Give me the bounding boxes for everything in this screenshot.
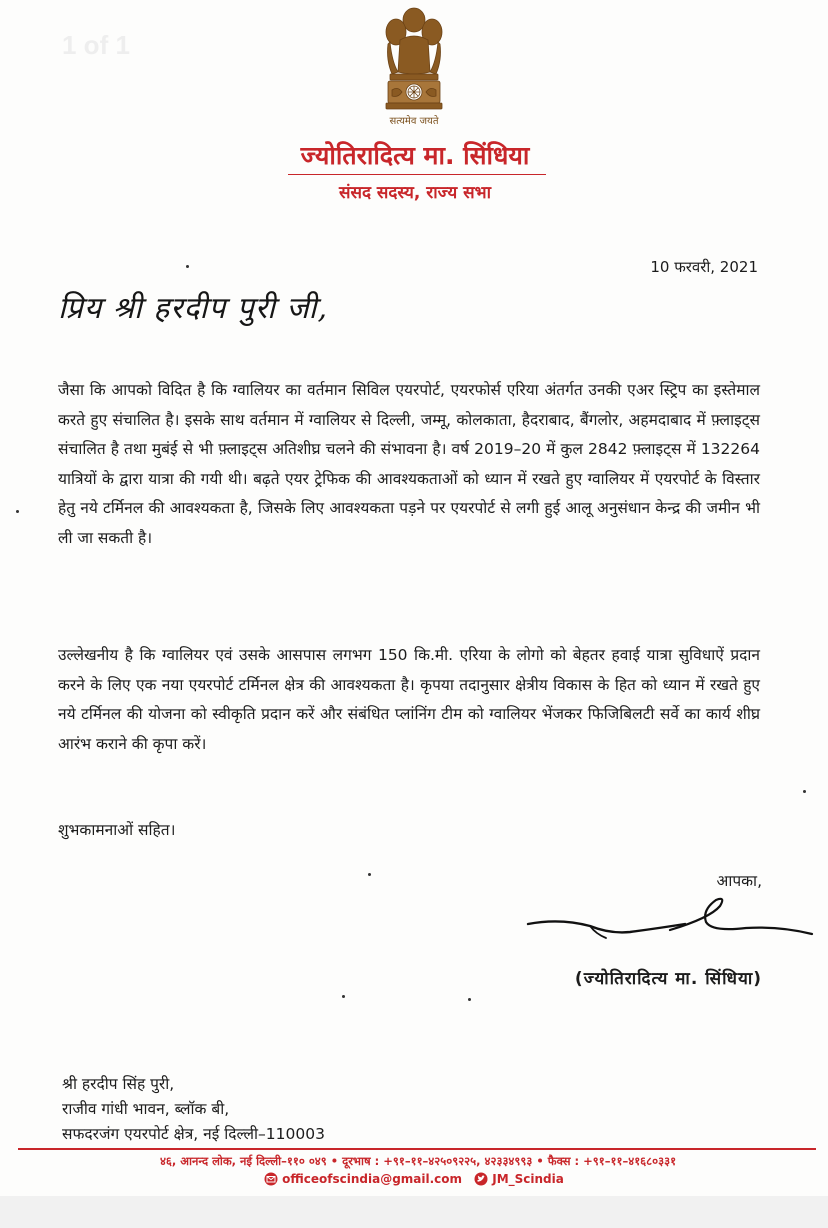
paper-speck <box>342 995 345 998</box>
paper-speck <box>468 998 471 1001</box>
closing: आपका, <box>716 872 762 890</box>
recipient-line-2: राजीव गांधी भावन, ब्लॉक बी, <box>62 1100 230 1118</box>
emblem-motto: सत्यमेव जयते <box>389 116 439 127</box>
footer-divider <box>18 1148 816 1150</box>
footer-twitter <box>474 1172 564 1186</box>
email-icon <box>264 1172 278 1186</box>
recipient-line-1: श्री हरदीप सिंह पुरी, <box>62 1075 175 1093</box>
signatory-name: (ज्योतिरादित्य मा. सिंधिया) <box>574 969 762 989</box>
letter-date: 10 फरवरी, 2021 <box>650 258 758 276</box>
body-paragraph-1: जैसा कि आपको विदित है कि ग्वालियर का वर्तमान सिविल एयरपोर्ट, एयरफोर्स एरिया अंतर्गत उनकी एअर स्ट्रिप का इस्तेमाल करते हुए संचालित है। इसके साथ वर्तमान में ग्वालियर से दिल्ली, जम्मू, कोलकाता, हैदराबाद, बैंगलोर, अहमदाबाद में फ़्लाइट्स संचालित है तथा मुबंई से भी फ़्लाइट्स अतिशीघ्र चलने की संभावना है। वर्ष 2019–20 में कुल 2842 फ़्लाइट्स में 132264 यात्रियों के द्वारा यात्रा की गयी थी। बढ़ते एयर ट्रेफिक की आवश्यकताओं को ध्यान में रखते हुए ग्वालियर में एयरपोर्ट के विस्तार हेतु नये टर्मिनल की आवश्यकता है, जिसके लिए आवश्यकता पड़ने पर एयरपोर्ट से लगी हुई आलू अनुसंधान केन्द्र की जमीन भी ली जा सकती है। <box>58 381 760 547</box>
recipient-line-3: सफदरजंग एयरपोर्ट क्षेत्र, नई दिल्ली–110003 <box>62 1125 325 1143</box>
paper-speck <box>186 265 189 268</box>
footer-email-address: officeofscindia@gmail.com <box>282 1172 463 1186</box>
paper-speck <box>16 510 19 513</box>
paper-speck <box>803 790 806 793</box>
viewer-bottom-band <box>0 1196 828 1228</box>
footer-contacts <box>0 1172 828 1189</box>
letterhead-name: ज्योतिरादित्य मा. सिंधिया <box>300 141 530 170</box>
footer-address: ४६, आनन्द लोक, नई दिल्ली–११० ०४९ • दूरभाष : +९१–११–४२५०९२२५, ४२३३४९९३ • फैक्स : +९१–११–४१६८०३३१ <box>159 1154 677 1168</box>
handwritten-salutation: प्रिय श्री हरदीप पुरी जी, <box>58 291 328 326</box>
recipient-address <box>62 1072 325 1147</box>
letterhead-designation: संसद सदस्य, राज्य सभा <box>338 183 491 203</box>
signature-icon <box>520 888 820 948</box>
body-paragraph-2: उल्लेखनीय है कि ग्वालियर एवं उसके आसपास लगभग 150 कि.मी. एरिया के लोगो को बेहतर हवाई यात्रा सुविधाऐं प्रदान करने के लिए एक नया एयरपोर्ट टर्मिनल क्षेत्र की आवश्यकता है। कृपया तदानुसार क्षेत्रीय विकास के हित को ध्यान में रखते हुए नये टर्मिनल की योजना को स्वीकृति प्रदान करें और संबंधित प्लांनिंग टीम को ग्वालियर भेंजकर फिजिबिलटी सर्वे का कार्य शीघ्र आरंभ कराने की कृपा करें। <box>58 646 760 753</box>
twitter-icon <box>474 1172 488 1186</box>
letterhead-divider <box>288 174 546 175</box>
greeting: शुभकामनाओं सहित। <box>58 821 176 839</box>
page-indicator: 1 of 1 <box>62 30 130 60</box>
footer-email <box>264 1172 462 1186</box>
paper-speck <box>368 873 371 876</box>
footer-twitter-handle: JM_Scindia <box>492 1172 564 1186</box>
